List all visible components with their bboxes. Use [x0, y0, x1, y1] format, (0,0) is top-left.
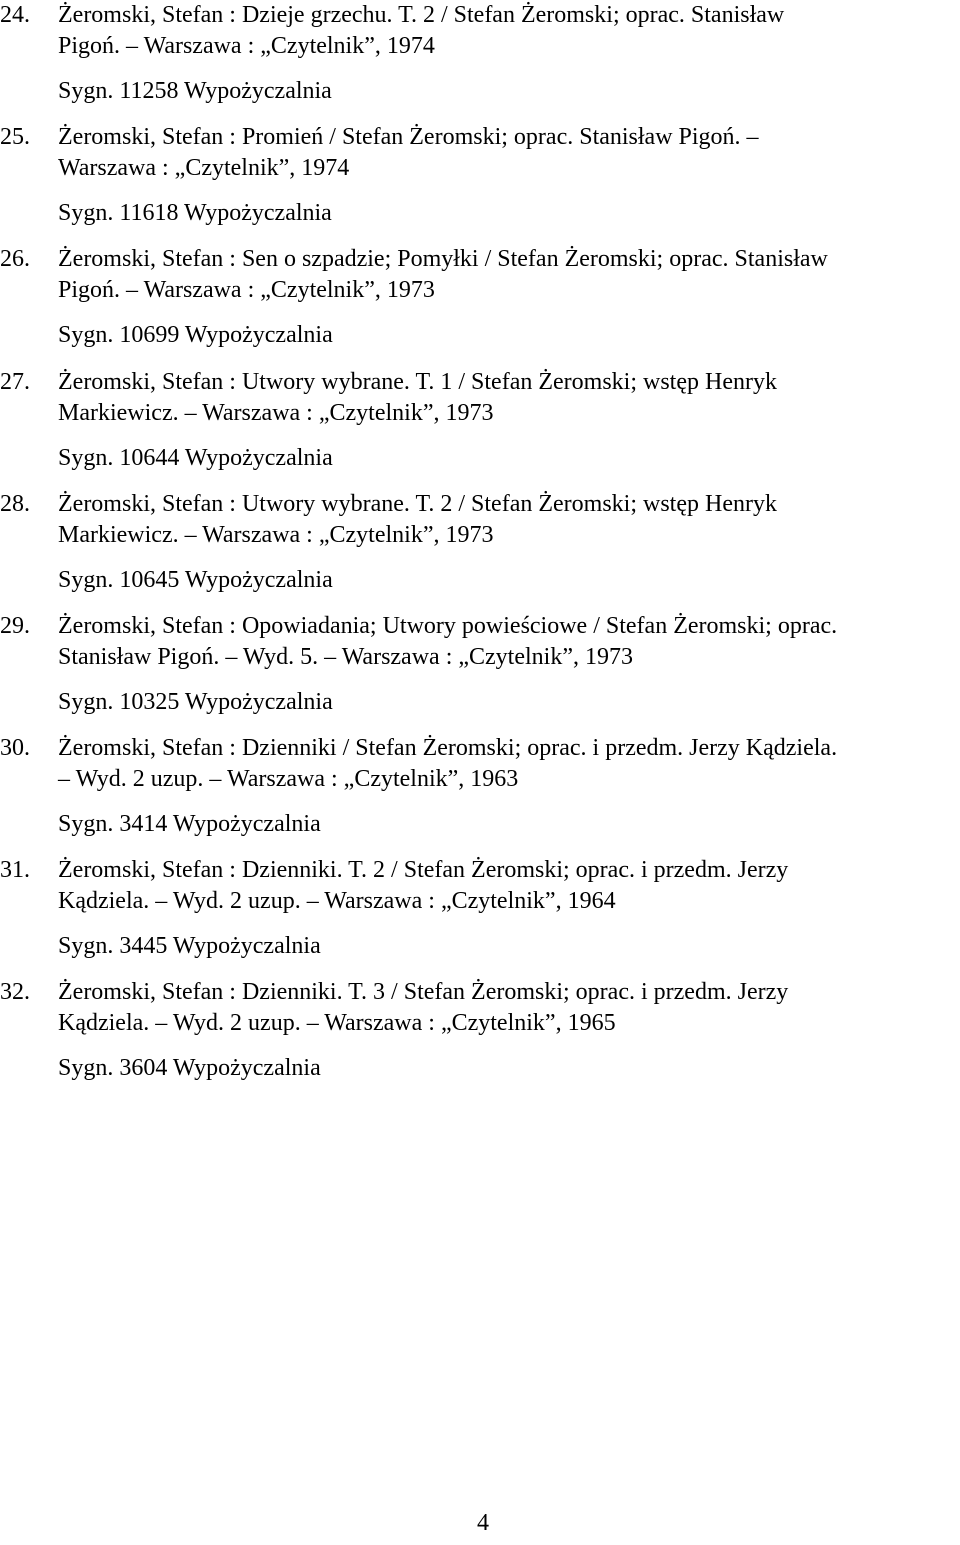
entry-description	[0, 367, 960, 429]
entry-line: Żeromski, Stefan : Opowiadania; Utwory powieściowe / Stefan Żeromski; oprac.	[58, 613, 838, 639]
bibliography-entry	[0, 122, 960, 229]
entry-number: 24.	[0, 2, 30, 28]
entry-line: – Wyd. 2 uzup. – Warszawa : „Czytelnik”, 1963	[58, 766, 519, 792]
entry-number: 31.	[0, 857, 30, 883]
bibliography-entry	[0, 0, 960, 107]
entry-signature: Sygn. 3445 Wypożyczalnia	[58, 933, 321, 959]
entry-line: Żeromski, Stefan : Dzienniki. T. 3 / Stefan Żeromski; oprac. i przedm. Jerzy	[58, 979, 789, 1005]
bibliography-entry	[0, 977, 960, 1084]
entry-description	[0, 122, 960, 184]
entry-line: Pigoń. – Warszawa : „Czytelnik”, 1973	[58, 277, 435, 303]
entry-description	[0, 611, 960, 673]
entry-line: Żeromski, Stefan : Sen o szpadzie; Pomyłki / Stefan Żeromski; oprac. Stanisław	[58, 246, 828, 272]
entry-line: Kądziela. – Wyd. 2 uzup. – Warszawa : „Czytelnik”, 1964	[58, 888, 616, 914]
entry-description	[0, 855, 960, 917]
entry-description	[0, 977, 960, 1039]
bibliography-entry	[0, 733, 960, 840]
bibliography-entry	[0, 367, 960, 474]
bibliography-entry	[0, 244, 960, 351]
entry-signature: Sygn. 11618 Wypożyczalnia	[58, 200, 332, 226]
entry-signature: Sygn. 11258 Wypożyczalnia	[58, 78, 332, 104]
page-number: 4	[477, 1510, 489, 1536]
entry-description	[0, 733, 960, 795]
entry-line: Markiewicz. – Warszawa : „Czytelnik”, 1973	[58, 522, 494, 548]
entry-line: Żeromski, Stefan : Utwory wybrane. T. 1 / Stefan Żeromski; wstęp Henryk	[58, 369, 777, 395]
entry-line: Żeromski, Stefan : Utwory wybrane. T. 2 / Stefan Żeromski; wstęp Henryk	[58, 491, 777, 517]
entry-signature: Sygn. 10699 Wypożyczalnia	[58, 322, 333, 348]
entry-description	[0, 244, 960, 306]
entry-line: Pigoń. – Warszawa : „Czytelnik”, 1974	[58, 33, 435, 59]
entry-description	[0, 0, 960, 62]
entry-signature: Sygn. 10325 Wypożyczalnia	[58, 689, 333, 715]
entry-line: Warszawa : „Czytelnik”, 1974	[58, 155, 350, 181]
entry-number: 29.	[0, 613, 30, 639]
entry-signature: Sygn. 3604 Wypożyczalnia	[58, 1055, 321, 1081]
entry-signature: Sygn. 10645 Wypożyczalnia	[58, 567, 333, 593]
entry-signature: Sygn. 3414 Wypożyczalnia	[58, 811, 321, 837]
entry-number: 28.	[0, 491, 30, 517]
entry-line: Żeromski, Stefan : Dzienniki. T. 2 / Stefan Żeromski; oprac. i przedm. Jerzy	[58, 857, 789, 883]
entry-line: Żeromski, Stefan : Dzieje grzechu. T. 2 / Stefan Żeromski; oprac. Stanisław	[58, 2, 785, 28]
entry-line: Stanisław Pigoń. – Wyd. 5. – Warszawa : „Czytelnik”, 1973	[58, 644, 633, 670]
bibliography-entry	[0, 489, 960, 596]
entry-line: Markiewicz. – Warszawa : „Czytelnik”, 1973	[58, 400, 494, 426]
entry-line: Żeromski, Stefan : Dzienniki / Stefan Żeromski; oprac. i przedm. Jerzy Kądziela.	[58, 735, 838, 761]
entry-number: 32.	[0, 979, 30, 1005]
entry-number: 30.	[0, 735, 30, 761]
entry-line: Żeromski, Stefan : Promień / Stefan Żeromski; oprac. Stanisław Pigoń. –	[58, 124, 759, 150]
entry-number: 27.	[0, 369, 30, 395]
entry-description	[0, 489, 960, 551]
entry-number: 26.	[0, 246, 30, 272]
bibliography-entry	[0, 855, 960, 962]
entry-number: 25.	[0, 124, 30, 150]
entry-line: Kądziela. – Wyd. 2 uzup. – Warszawa : „Czytelnik”, 1965	[58, 1010, 616, 1036]
entry-signature: Sygn. 10644 Wypożyczalnia	[58, 445, 333, 471]
bibliography-entry	[0, 611, 960, 718]
